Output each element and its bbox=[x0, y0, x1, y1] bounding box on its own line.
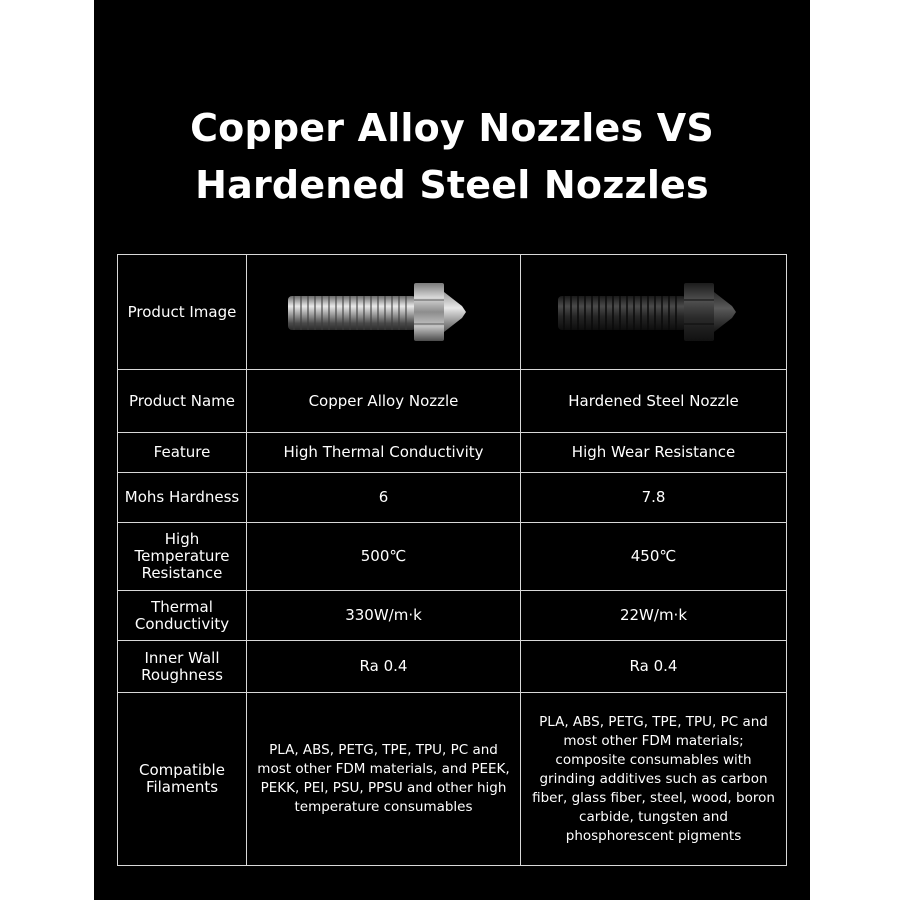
copper-nozzle-image-cell bbox=[247, 255, 521, 370]
row-label: High Temperature Resistance bbox=[118, 523, 247, 591]
row-label: Product Name bbox=[118, 370, 247, 433]
copper-value: Copper Alloy Nozzle bbox=[247, 370, 521, 433]
steel-value: 7.8 bbox=[521, 473, 787, 523]
comparison-panel bbox=[94, 0, 810, 900]
copper-value: 500℃ bbox=[247, 523, 521, 591]
row-mohs-hardness bbox=[118, 473, 787, 523]
row-compatible-filaments bbox=[118, 693, 787, 866]
row-product-image bbox=[118, 255, 787, 370]
copper-value: 330W/m·k bbox=[247, 591, 521, 641]
comparison-table bbox=[117, 254, 787, 866]
steel-value: Ra 0.4 bbox=[521, 641, 787, 693]
row-feature bbox=[118, 433, 787, 473]
copper-value: High Thermal Conductivity bbox=[247, 433, 521, 473]
row-inner-wall-roughness bbox=[118, 641, 787, 693]
copper-value: Ra 0.4 bbox=[247, 641, 521, 693]
steel-value: 450℃ bbox=[521, 523, 787, 591]
steel-value: PLA, ABS, PETG, TPE, TPU, PC and most other FDM materials; composite consumables with grinding additives such as carbon fiber, glass fiber, steel, wood, boron carbide, tungsten and phosphorescent pigments bbox=[521, 693, 787, 866]
row-label: Product Image bbox=[118, 255, 247, 370]
copper-value: 6 bbox=[247, 473, 521, 523]
row-label: Thermal Conductivity bbox=[118, 591, 247, 641]
row-label: Feature bbox=[118, 433, 247, 473]
row-label: Compatible Filaments bbox=[118, 693, 247, 866]
row-product-name bbox=[118, 370, 787, 433]
row-label: Inner Wall Roughness bbox=[118, 641, 247, 693]
row-thermal-conductivity bbox=[118, 591, 787, 641]
title-line-2: Hardened Steel Nozzles bbox=[195, 163, 709, 207]
copper-value: PLA, ABS, PETG, TPE, TPU, PC and most other FDM materials, and PEEK, PEKK, PEI, PSU, PPSU and other high temperature consumables bbox=[247, 693, 521, 866]
page-title bbox=[94, 100, 810, 214]
copper-alloy-nozzle-image bbox=[284, 276, 484, 348]
steel-value: High Wear Resistance bbox=[521, 433, 787, 473]
steel-nozzle-image-cell bbox=[521, 255, 787, 370]
hardened-steel-nozzle-image bbox=[554, 276, 754, 348]
row-label: Mohs Hardness bbox=[118, 473, 247, 523]
row-temperature-resistance bbox=[118, 523, 787, 591]
title-line-1: Copper Alloy Nozzles VS bbox=[190, 106, 714, 150]
steel-value: Hardened Steel Nozzle bbox=[521, 370, 787, 433]
steel-value: 22W/m·k bbox=[521, 591, 787, 641]
